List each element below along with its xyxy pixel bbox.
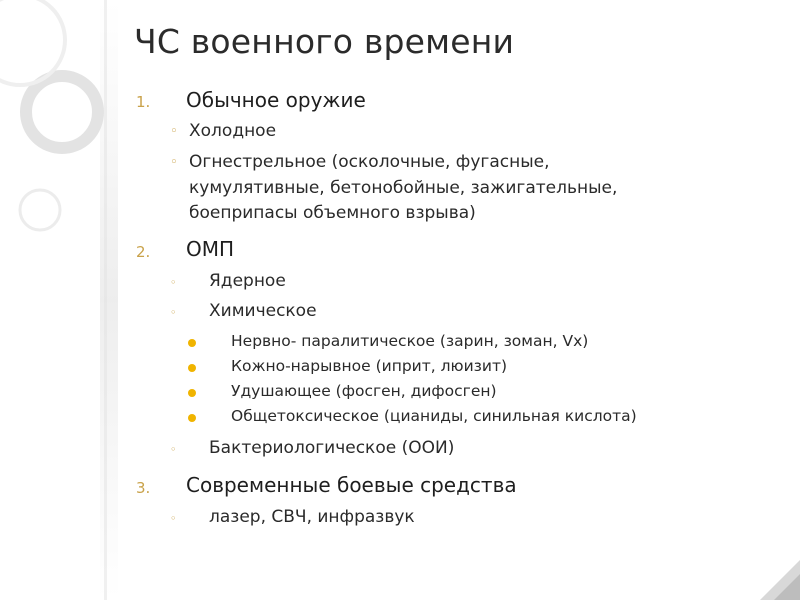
- sub-list-item: Общетоксическое (цианиды, синильная кислота): [231, 407, 637, 425]
- list-item: Холодное: [189, 121, 277, 141]
- section-number: 2.: [136, 243, 151, 261]
- list-item: лазер, СВЧ, инфразвук: [209, 507, 415, 527]
- list-item-line: боеприпасы объемного взрыва): [189, 203, 476, 223]
- dot-bullet-icon: [188, 389, 196, 397]
- list-item: Химическое: [209, 301, 317, 321]
- sub-list-item: Удушающее (фосген, дифосген): [231, 382, 497, 400]
- circle-bullet-icon: ◦: [170, 306, 177, 319]
- section-heading: Современные боевые средства: [186, 473, 517, 497]
- circle-bullet-icon: ◦: [170, 124, 178, 139]
- circle-bullet-icon: ◦: [170, 276, 177, 289]
- section-number: 1.: [136, 93, 151, 111]
- circle-bullet-icon: ◦: [170, 443, 177, 456]
- list-item: Бактериологическое (ООИ): [209, 438, 455, 458]
- list-item-line: Огнестрельное (осколочные, фугасные,: [189, 152, 550, 172]
- circle-bullet-icon: ◦: [170, 155, 178, 170]
- dot-bullet-icon: [188, 339, 196, 347]
- dot-bullet-icon: [188, 364, 196, 372]
- dot-bullet-icon: [188, 414, 196, 422]
- section-number: 3.: [136, 479, 151, 497]
- bottom-right-corner-ornament: [760, 560, 800, 600]
- section-heading: ОМП: [186, 237, 235, 261]
- circle-bullet-icon: ◦: [170, 512, 177, 525]
- section-heading: Обычное оружие: [186, 88, 366, 112]
- list-item: Ядерное: [209, 271, 286, 291]
- slide-title: ЧС военного времени: [134, 22, 515, 61]
- sub-list-item: Нервно- паралитическое (зарин, зоман, Vx): [231, 332, 589, 350]
- list-item-line: кумулятивные, бетонобойные, зажигательные,: [189, 178, 618, 198]
- sub-list-item: Кожно-нарывное (иприт, люизит): [231, 357, 508, 375]
